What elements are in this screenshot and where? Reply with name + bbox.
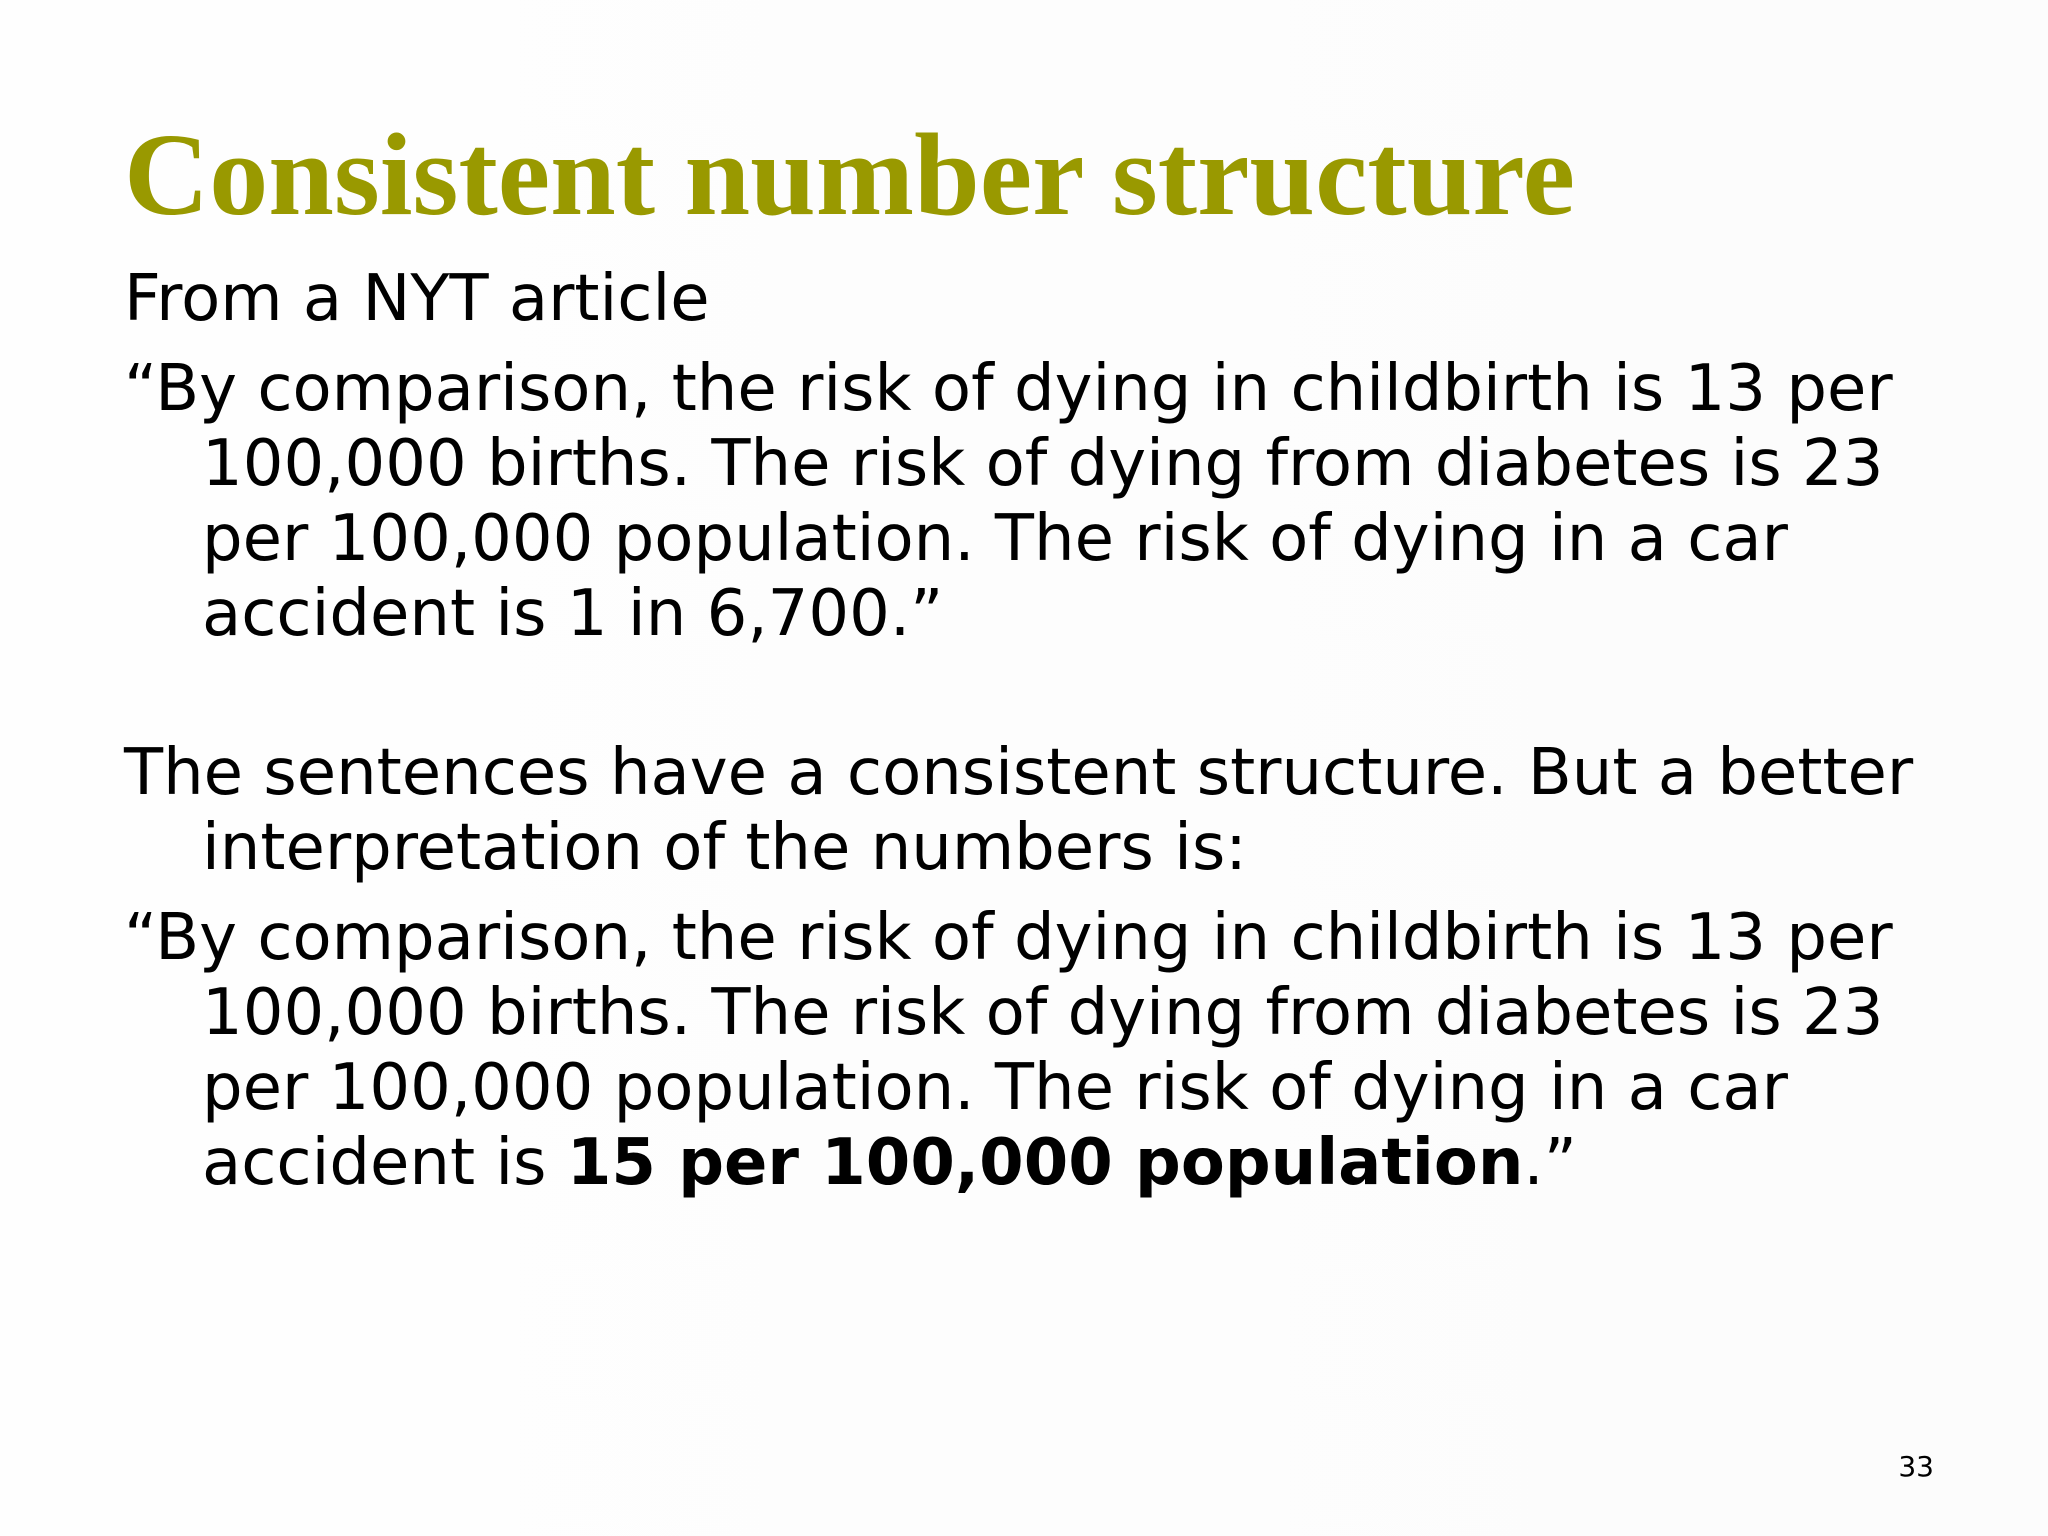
page-number: 33 bbox=[1898, 1450, 1934, 1483]
slide-body bbox=[124, 262, 1984, 1201]
improved-quote-emphasis: 15 per 100,000 population bbox=[566, 1126, 1524, 1200]
improved-quote bbox=[124, 901, 1984, 1201]
improved-quote-lead: “By comparison, the risk of dying in childbirth is 13 per 100,000 births. The risk of dying from diabetes is 23 per 100,000 population. The risk of dying in a car accident is bbox=[124, 901, 1893, 1200]
slide-title: Consistent number structure bbox=[124, 109, 1575, 240]
improved-quote-tail: .” bbox=[1523, 1126, 1577, 1200]
original-quote: “By comparison, the risk of dying in childbirth is 13 per 100,000 births. The risk of dying from diabetes is 23 per 100,000 population. The risk of dying in a car accident is 1 in 6,700.” bbox=[124, 352, 1893, 651]
source-line: From a NYT article bbox=[124, 262, 710, 336]
observation-text: The sentences have a consistent structure. But a better interpretation of the numbers is: bbox=[124, 736, 1914, 885]
